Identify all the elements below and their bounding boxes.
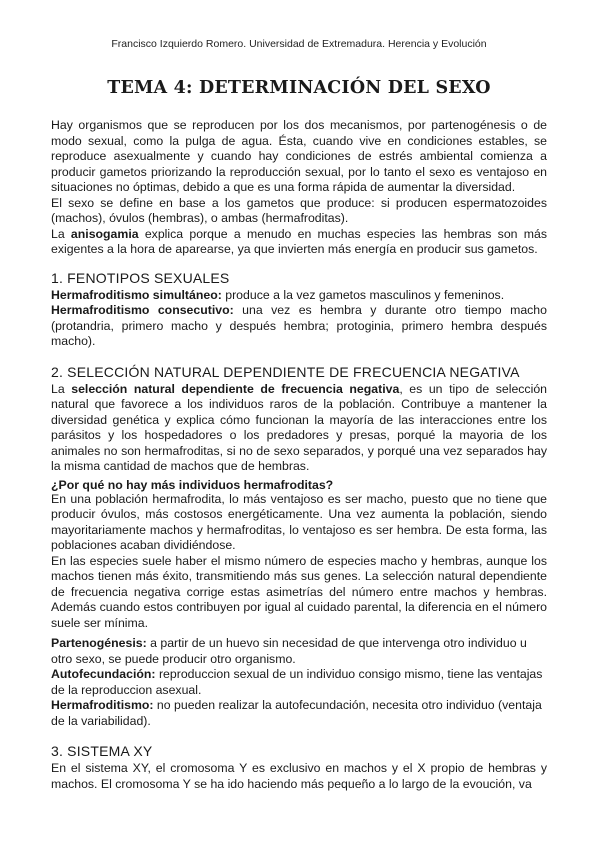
section-3-heading: 3. SISTEMA XY — [51, 743, 153, 759]
section-3-paragraph-1: En el sistema XY, el cromosoma Y es exclusivo en machos y el X propio de hembras y machos. El cromosoma Y se ha ido haciendo más pequeño a lo largo de la evoución, va — [51, 761, 547, 791]
section-2-question: ¿Por qué no hay más individuos hermafroditas? — [51, 477, 334, 492]
term: Autofecundación: — [51, 667, 156, 681]
term: Hermafroditismo: — [51, 698, 154, 712]
term-anisogamia: anisogamia — [70, 226, 139, 241]
definition: produce a la vez gametos masculinos y femeninos. — [221, 287, 505, 302]
definition: a partir de un huevo sin necesidad de que intervenga otro individuo u otro sexo, se puede producir otro organismo. — [51, 636, 527, 666]
definition: reproduccion sexual de un individuo consigo mismo, tiene las ventajas de la reproduccion asexual. — [51, 667, 543, 697]
definition: una vez es hembra y durante otro tiempo macho (protandria, primero macho y después hembra; protoginia, primero hembra después macho). — [51, 303, 547, 348]
section-2-paragraph-2: En una población hermafrodita, lo más ventajoso es ser macho, puesto que no tiene que producir óvulos, más costosos energéticamente. Una vez aumenta la población, siendo mayoritariamente machos y hermafroditas, lo ventajoso es ser hembra. De esta forma, las poblaciones acaban dividiéndose. — [51, 491, 547, 552]
term: Hermafroditismo consecutivo: — [51, 303, 234, 317]
intro-paragraph-1: Hay organismos que se reproducen por los dos mecanismos, por partenogénesis o de modo sexual, como la pulga de agua. Ésta, cuando vive en condiciones estables, se reproduce asexualmente y cuando hay condiciones de estrés ambiental comienza a producir gametos priorizando la reproducción sexual, por lo tanto el sexo es ventajoso en situaciones no óptimas, debido a que es una forma rápida de aumentar la diversidad. — [51, 118, 547, 194]
term: Hermafroditismo simultáneo: — [51, 287, 222, 302]
running-header: Francisco Izquierdo Romero. Universidad de Extremadura. Herencia y Evolución — [111, 38, 487, 50]
intro-p3-lead: La — [51, 226, 71, 241]
definition: no pueden realizar la autofecundación, necesita otro individuo (ventaja de la variabilidad). — [51, 698, 542, 728]
intro-paragraph-3 — [51, 227, 547, 258]
section-1-item — [51, 288, 547, 304]
s2-p1-lead: La — [51, 381, 72, 396]
intro-paragraph-2: El sexo se define en base a los gametos que produce: si producen espermatozoides (machos), óvulos (hembras), o ambas (hermafroditas). — [51, 195, 547, 225]
definition-item — [51, 667, 547, 698]
definition-item — [51, 636, 547, 667]
intro-p3-rest: explica porque a menudo en muchas especies las hembras son más exigentes a la hora de aparearse, ya que invierten más energía en producir sus gametos. — [51, 226, 547, 256]
section-2-paragraph-3: En las especies suele haber el mismo número de especies macho y hembras, aunque los machos tienen más éxito, transmitiendo más sus genes. La selección natural dependiente de frecuencia negativa corrige estas asimetrías del número entre machos y hembras. Además cuando estos contribuyen por igual al cuidado parental, la diferencia en el número suele ser mínima. — [51, 553, 547, 630]
term: Partenogénesis: — [51, 636, 147, 650]
section-2-heading: 2. SELECCIÓN NATURAL DEPENDIENTE DE FRECUENCIA NEGATIVA — [51, 363, 520, 380]
section-2-paragraph-1 — [51, 382, 547, 475]
definition-item — [51, 698, 547, 729]
section-1-item — [51, 303, 547, 350]
section-1-heading: 1. FENOTIPOS SEXUALES — [51, 269, 230, 286]
s2-p1-rest: , es un tipo de selección natural que favorece a los individuos raros de la población. Contribuye a mantener la diversidad genética y explica cómo funcionan la mayoría de las interacciones entre los parásitos y los hospedadores o los predadores y presas, porqué la mayoria de los animales no son hermafroditas, si no de sexo separados, y porqué una vez separados hay la misma cantidad de machos que de hembras. — [51, 381, 547, 473]
page-title: TEMA 4: DETERMINACIÓN DEL SEXO — [107, 78, 491, 98]
term-seleccion-natural: selección natural dependiente de frecuencia negativa — [71, 381, 400, 396]
